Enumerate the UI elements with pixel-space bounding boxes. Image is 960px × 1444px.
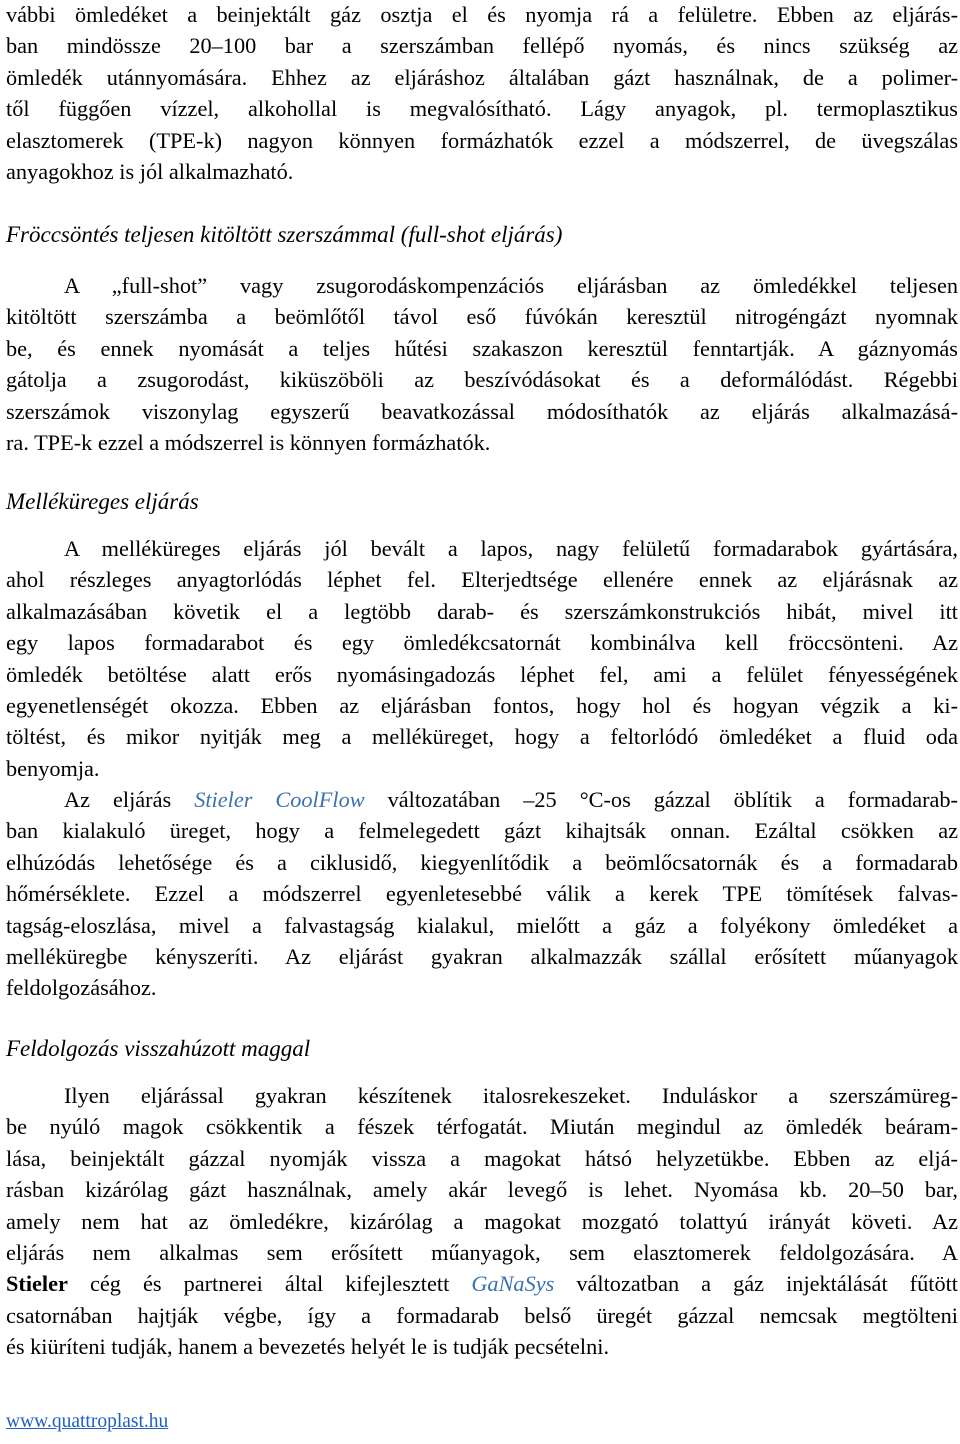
text-line: hőmérséklete. Ezzel a módszerrel egyenletesebbé válik a kerek TPE tömítések falvas- (6, 881, 958, 907)
product-name-ganasys: GaNaSys (471, 1271, 555, 1297)
text-line: alkalmazásában követik el a legtöbb darab- és szerszámkonstrukciós hibát, mivel itt (6, 598, 958, 624)
text-line: ahol részleges anyagtorlódás léphet fel. Elterjedtsége ellenére ennek az eljárásnak az (6, 567, 958, 593)
text-line: amely nem hat az ömledékre, kizárólag a magokat mozgató tolattyú irányát követi. Az (6, 1208, 958, 1234)
heading-text: Feldolgozás visszahúzott maggal (6, 1036, 311, 1061)
text-line: kitöltött szerszámba a beömlőtől távol eső fúvókán keresztül nitrogéngázt nyomnak (6, 304, 958, 330)
text-line: ömledék betöltése alatt erős nyomásingadozás léphet fel, ami a felület fényességének (6, 661, 958, 687)
intro-paragraph (6, 0, 958, 187)
mellekureges-paragraph-2 (6, 784, 958, 1004)
text-line: ra. TPE-k ezzel a módszerrel is könnyen formázhatók. (6, 429, 491, 455)
text-line: ömledék utánnyomására. Ehhez az eljáráshoz általában gázt használnak, de a polimer- (6, 64, 958, 90)
text-line: A „full-shot” vagy zsugorodáskompenzációs eljárásban az ömledékkel teljesen (64, 273, 958, 298)
product-name-coolflow: Stieler CoolFlow (194, 787, 365, 812)
text-run: Az eljárás (64, 787, 195, 812)
section-heading-mellekureges (6, 486, 958, 517)
text-line: melléküregbe kényszeríti. Az eljárást gyakran alkalmazzák szállal erősített műanyagok (6, 943, 958, 969)
text-run: cég és partnerei által kifejlesztett (67, 1271, 472, 1297)
text-line: vábbi ömledéket a beinjektált gáz osztja el és nyomja rá a felületre. Ebben az eljárás- (6, 2, 958, 27)
section-heading-visszahuzott-maggal (6, 1033, 958, 1064)
text-line: ban mindössze 20–100 bar a szerszámban fellépő nyomás, és nincs szükség az (6, 33, 958, 59)
text-line (6, 1268, 958, 1299)
text-line: elasztomerek (TPE-k) nagyon könnyen formázhatók ezzel a módszerrel, de üvegszálas (6, 127, 958, 153)
heading-text: Fröccsöntés teljesen kitöltött szerszámmal (full-shot eljárás) (6, 222, 563, 247)
text-line: tagság-eloszlása, mivel a falvastagság kialakul, mielőtt a gáz a folyékony ömledéket a (6, 912, 958, 938)
text-line: Ilyen eljárással gyakran készítenek italosrekeszeket. Induláskor a szerszámüreg- (64, 1083, 958, 1108)
text-line: eljárás nem alkalmas sem erősített műanyagok, sem elasztomerek feldolgozására. A (6, 1239, 958, 1265)
text-line: szerszámok viszonylag egyszerű beavatkozással módosíthatók az eljárás alkalmazásá- (6, 398, 958, 424)
text-line: egy lapos formadarabot és egy ömledékcsatornát kombinálva kell fröccsönteni. Az (6, 630, 958, 656)
text-line: csatornában hajtják végbe, így a formadarab belső üregét gázzal nemcsak megtölteni (6, 1302, 958, 1328)
visszahuzott-maggal-paragraph (6, 1080, 958, 1363)
text-line: feldolgozásához. (6, 975, 157, 1001)
text-run: változatában –25 °C-os gázzal öblítik a formadarab- (364, 787, 958, 812)
text-line (6, 784, 958, 815)
text-line: rásban kizárólag gázt használnak, amely akár levegő is lehet. Nyomása kb. 20–50 bar, (6, 1177, 958, 1203)
text-line: től függően vízzel, alkohollal is megvalósítható. Lágy anyagok, pl. termoplasztikus (6, 96, 958, 122)
text-line: gátolja a zsugorodást, kiküszöböli az beszívódásokat és a deformálódást. Régebbi (6, 367, 958, 393)
section-heading-full-shot (6, 219, 958, 250)
text-line: be nyúló magok csökkentik a fészek térfogatát. Miután megindul az ömledék beáram- (6, 1114, 958, 1140)
footer-website-link[interactable]: www.quattroplast.hu (6, 1411, 169, 1432)
text-line: anyagokhoz is jól alkalmazható. (6, 158, 294, 184)
heading-text: Melléküreges eljárás (6, 489, 199, 514)
text-line: lása, beinjektált gázzal nyomják vissza a magokat hátsó helyzetükbe. Ebben az eljá- (6, 1145, 958, 1171)
text-line: és kiüríteni tudják, hanem a bevezetés helyét le is tudják pecsételni. (6, 1334, 610, 1360)
full-shot-paragraph (6, 270, 958, 458)
text-line: elhúzódás lehetősége és a ciklusidő, kiegyenlítődik a beömlőcsatornák és a formadarab (6, 849, 958, 875)
company-name-stieler: Stieler (6, 1271, 68, 1297)
text-line: egyenetlenségét okozza. Ebben az eljárásban fontos, hogy hol és hogyan végzik a ki- (6, 692, 958, 718)
text-line: töltést, és mikor nyitják meg a melléküreget, hogy a feltorlódó ömledéket a fluid oda (6, 724, 958, 750)
text-run: változatban a gáz injektálását fűtött (554, 1271, 958, 1297)
text-line: be, és ennek nyomását a teljes hűtési szakaszon keresztül fenntartják. A gáznyomás (6, 335, 958, 361)
mellekureges-paragraph-1 (6, 533, 958, 784)
text-line: ban kialakuló üreget, hogy a felmelegedett gázt kihajtsák onnan. Ezáltal csökken az (6, 818, 958, 844)
text-line: A melléküreges eljárás jól bevált a lapos, nagy felületű formadarabok gyártására, (64, 536, 958, 561)
text-line: benyomja. (6, 755, 100, 781)
